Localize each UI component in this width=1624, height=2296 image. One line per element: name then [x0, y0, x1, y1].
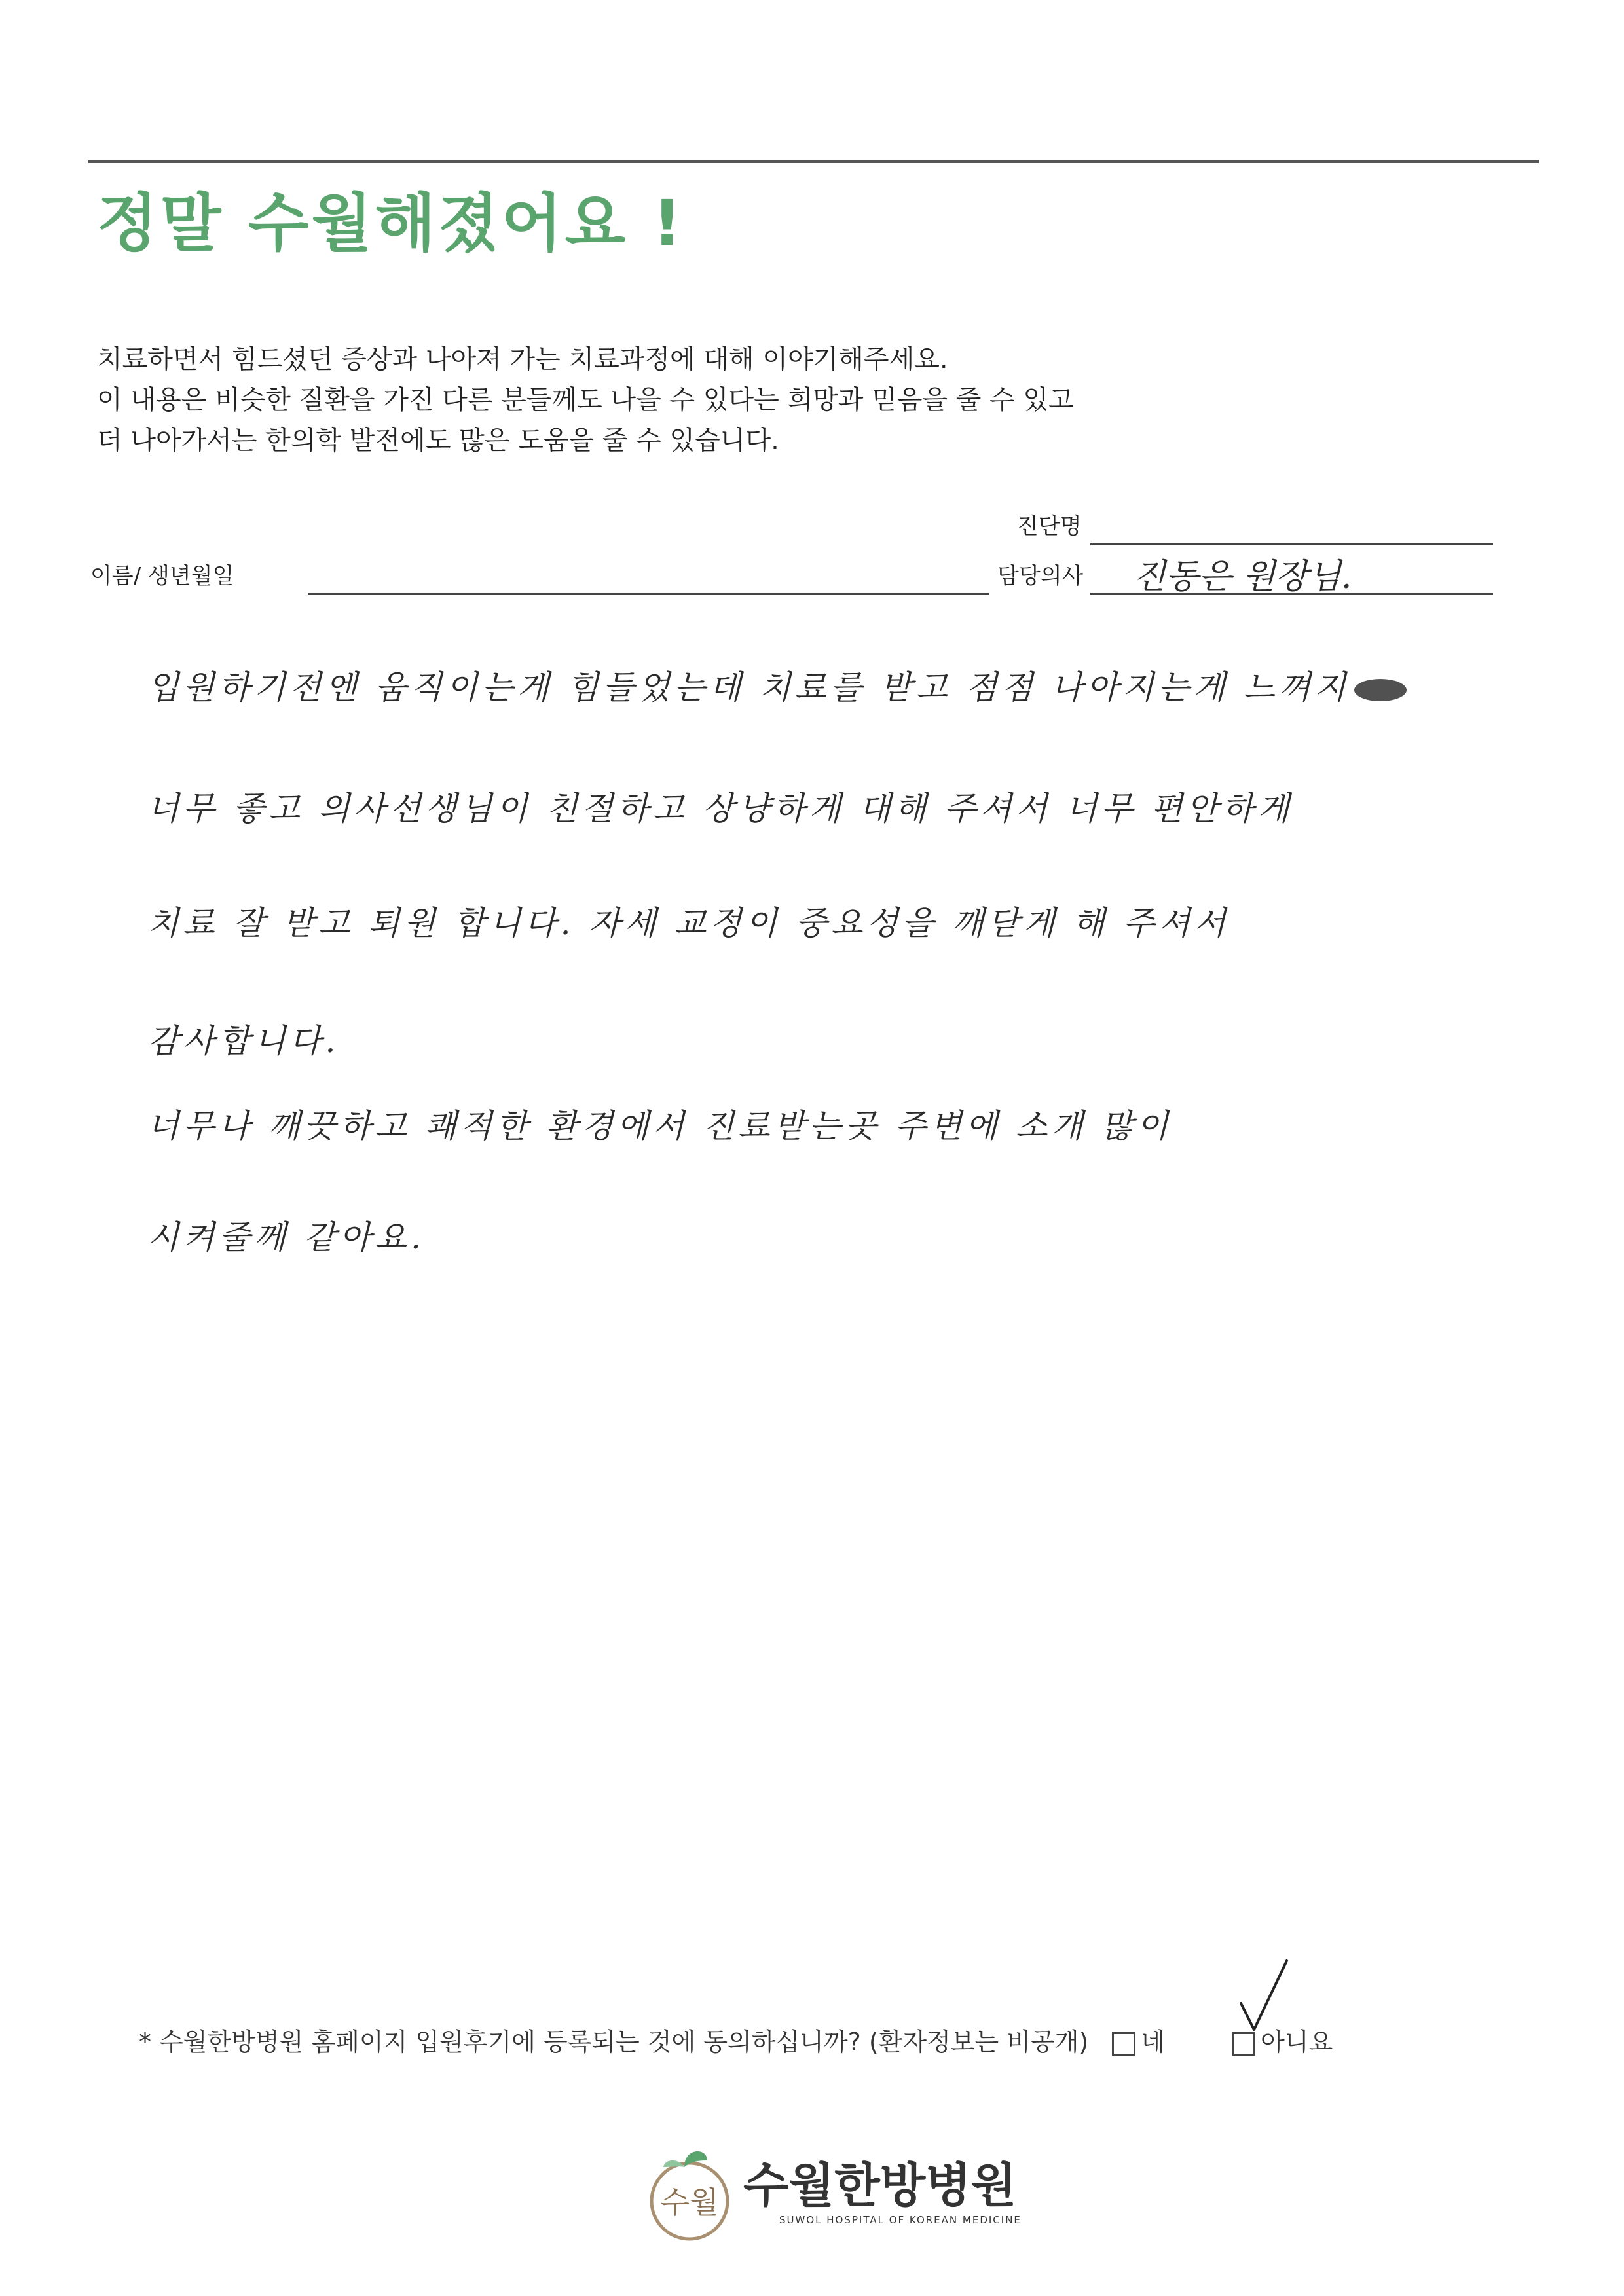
hospital-name: 수월한방병원 [743, 2158, 1017, 2213]
intro-line-2: 이 내용은 비슷한 질환을 가진 다른 분들께도 나을 수 있다는 희망과 믿음을 줄 수 있고 [97, 385, 1074, 415]
diagnosis-label: 진단명 [1017, 513, 1082, 539]
consent-yes-checkbox[interactable] [1112, 2032, 1135, 2056]
handwriting-line-1 [147, 661, 1407, 708]
top-rule [88, 160, 1539, 163]
logo-mark-text: 수월 [660, 2185, 719, 2220]
consent-no-label: 아니요 [1261, 2028, 1333, 2056]
diagnosis-field[interactable] [1090, 543, 1493, 545]
handwriting-line-4: 감사합니다. [147, 1022, 340, 1060]
hospital-logo [645, 2141, 1022, 2246]
hospital-subtitle: SUWOL HOSPITAL OF KOREAN MEDICINE [779, 2214, 1022, 2226]
intro-line-3: 더 나아가서는 한의학 발전에도 많은 도움을 줄 수 있습니다. [97, 426, 779, 456]
handwriting-line-3: 치료 잘 받고 퇴원 합니다. 자세 교정이 중요성을 깨닫게 해 주셔서 [147, 904, 1230, 942]
scribble-mark [1354, 679, 1407, 701]
consent-question: * 수월한방병원 홈페이지 입원후기에 등록되는 것에 동의하십니까? (환자정보는 비공개) [139, 2028, 1089, 2056]
intro-text [97, 339, 1074, 461]
name-birth-field[interactable] [308, 593, 989, 595]
consent-yes-label: 네 [1141, 2028, 1166, 2056]
handwriting-line-6: 시켜줄께 같아요. [147, 1218, 425, 1256]
doctor-handwriting: 진동은 원장님. [1133, 557, 1352, 596]
consent-row [139, 2022, 1333, 2058]
handwriting-line-2: 너무 좋고 의사선생님이 친절하고 상냥하게 대해 주셔서 너무 편안하게 [147, 790, 1293, 828]
name-birth-label: 이름/ 생년월일 [90, 563, 234, 589]
intro-line-1: 치료하면서 힘드셨던 증상과 나아져 가는 치료과정에 대해 이야기해주세요. [97, 344, 948, 374]
handwriting-line-1-text: 입원하기전엔 움직이는게 힘들었는데 치료를 받고 점점 나아지는게 느껴지 [147, 668, 1350, 706]
handwriting-line-5: 너무나 깨끗하고 쾌적한 환경에서 진료받는곳 주변에 소개 많이 [147, 1107, 1173, 1145]
consent-no-checkbox[interactable] [1232, 2032, 1255, 2056]
doctor-label: 담당의사 [997, 563, 1084, 589]
page-title: 정말 수월해졌어요 ! [97, 187, 684, 260]
logo-mark-icon [645, 2141, 737, 2246]
